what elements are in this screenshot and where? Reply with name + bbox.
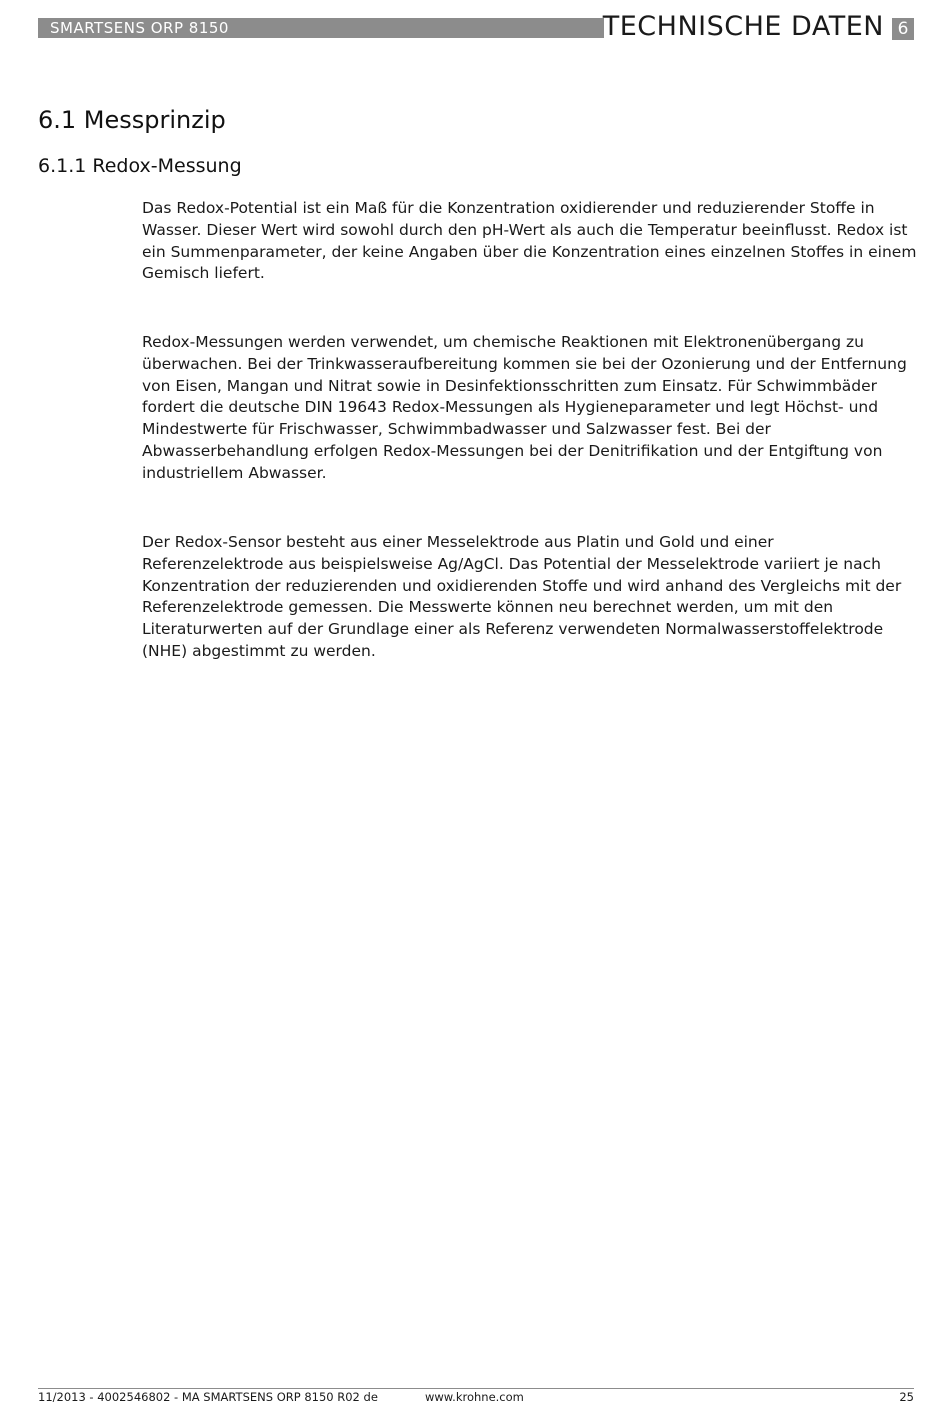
paragraph-redox-sensor: Der Redox-Sensor besteht aus einer Messelektrode aus Platin und Gold und einer Referenzelektrode aus beispielsweise Ag/AgCl. Das Potential der Messelektrode variiert je nach Konzentration der reduzierenden und oxidierenden Stoffe und wird anhand des Vergleichs mit der Referenzelektrode gemessen. Die Messwerte können neu berechnet werden, um mit den Literaturwerten auf der Grundlage einer als Referenz verwendeten Normalwasserstoffelektrode (NHE) abgestimmt zu werden. [142, 533, 902, 660]
footer-document-info: 11/2013 - 4002546802 - MA SMARTSENS ORP 8150 R02 de [38, 1390, 378, 1404]
subsection-heading: 6.1.1 Redox-Messung [38, 155, 242, 177]
footer-page-number: 25 [899, 1390, 914, 1404]
paragraph-redox-applications: Redox-Messungen werden verwendet, um chemische Reaktionen mit Elektronenübergang zu überwachen. Bei der Trinkwasseraufbereitung kommen sie bei der Ozonierung und der Entfernung von Eisen, Mangan und Nitrat sowie in Desinfektionsschritten zum Einsatz. Für Schwimmbäder fordert die deutsche DIN 19643 Redox-Messungen als Hygieneparameter und legt Höchst- und Mindestwerte für Frischwasser, Schwimmbadwasser und Salzwasser fest. Bei der Abwasserbehandlung erfolgen Redox-Messungen bei der Denitrifikation und der Entgiftung von industriellem Abwasser. [142, 333, 907, 482]
footer-website-link[interactable]: www.krohne.com [425, 1390, 524, 1404]
header-bar [38, 18, 604, 38]
paragraph-redox-definition: Das Redox-Potential ist ein Maß für die Konzentration oxidierender und reduzierender Stoffe in Wasser. Dieser Wert wird sowohl durch den pH-Wert als auch die Temperatur beeinflusst. Redox ist ein Summenparameter, der keine Angaben über die Konzentration eines einzelnen Stoffes in einem Gemisch liefert. [142, 199, 917, 283]
section-heading: 6.1 Messprinzip [38, 106, 226, 134]
header-product-name: SMARTSENS ORP 8150 [50, 19, 229, 37]
footer-divider [38, 1388, 914, 1389]
header-section-title: TECHNISCHE DATEN [602, 11, 884, 42]
header-chapter-number: 6 [892, 18, 914, 40]
page-header [38, 11, 914, 42]
